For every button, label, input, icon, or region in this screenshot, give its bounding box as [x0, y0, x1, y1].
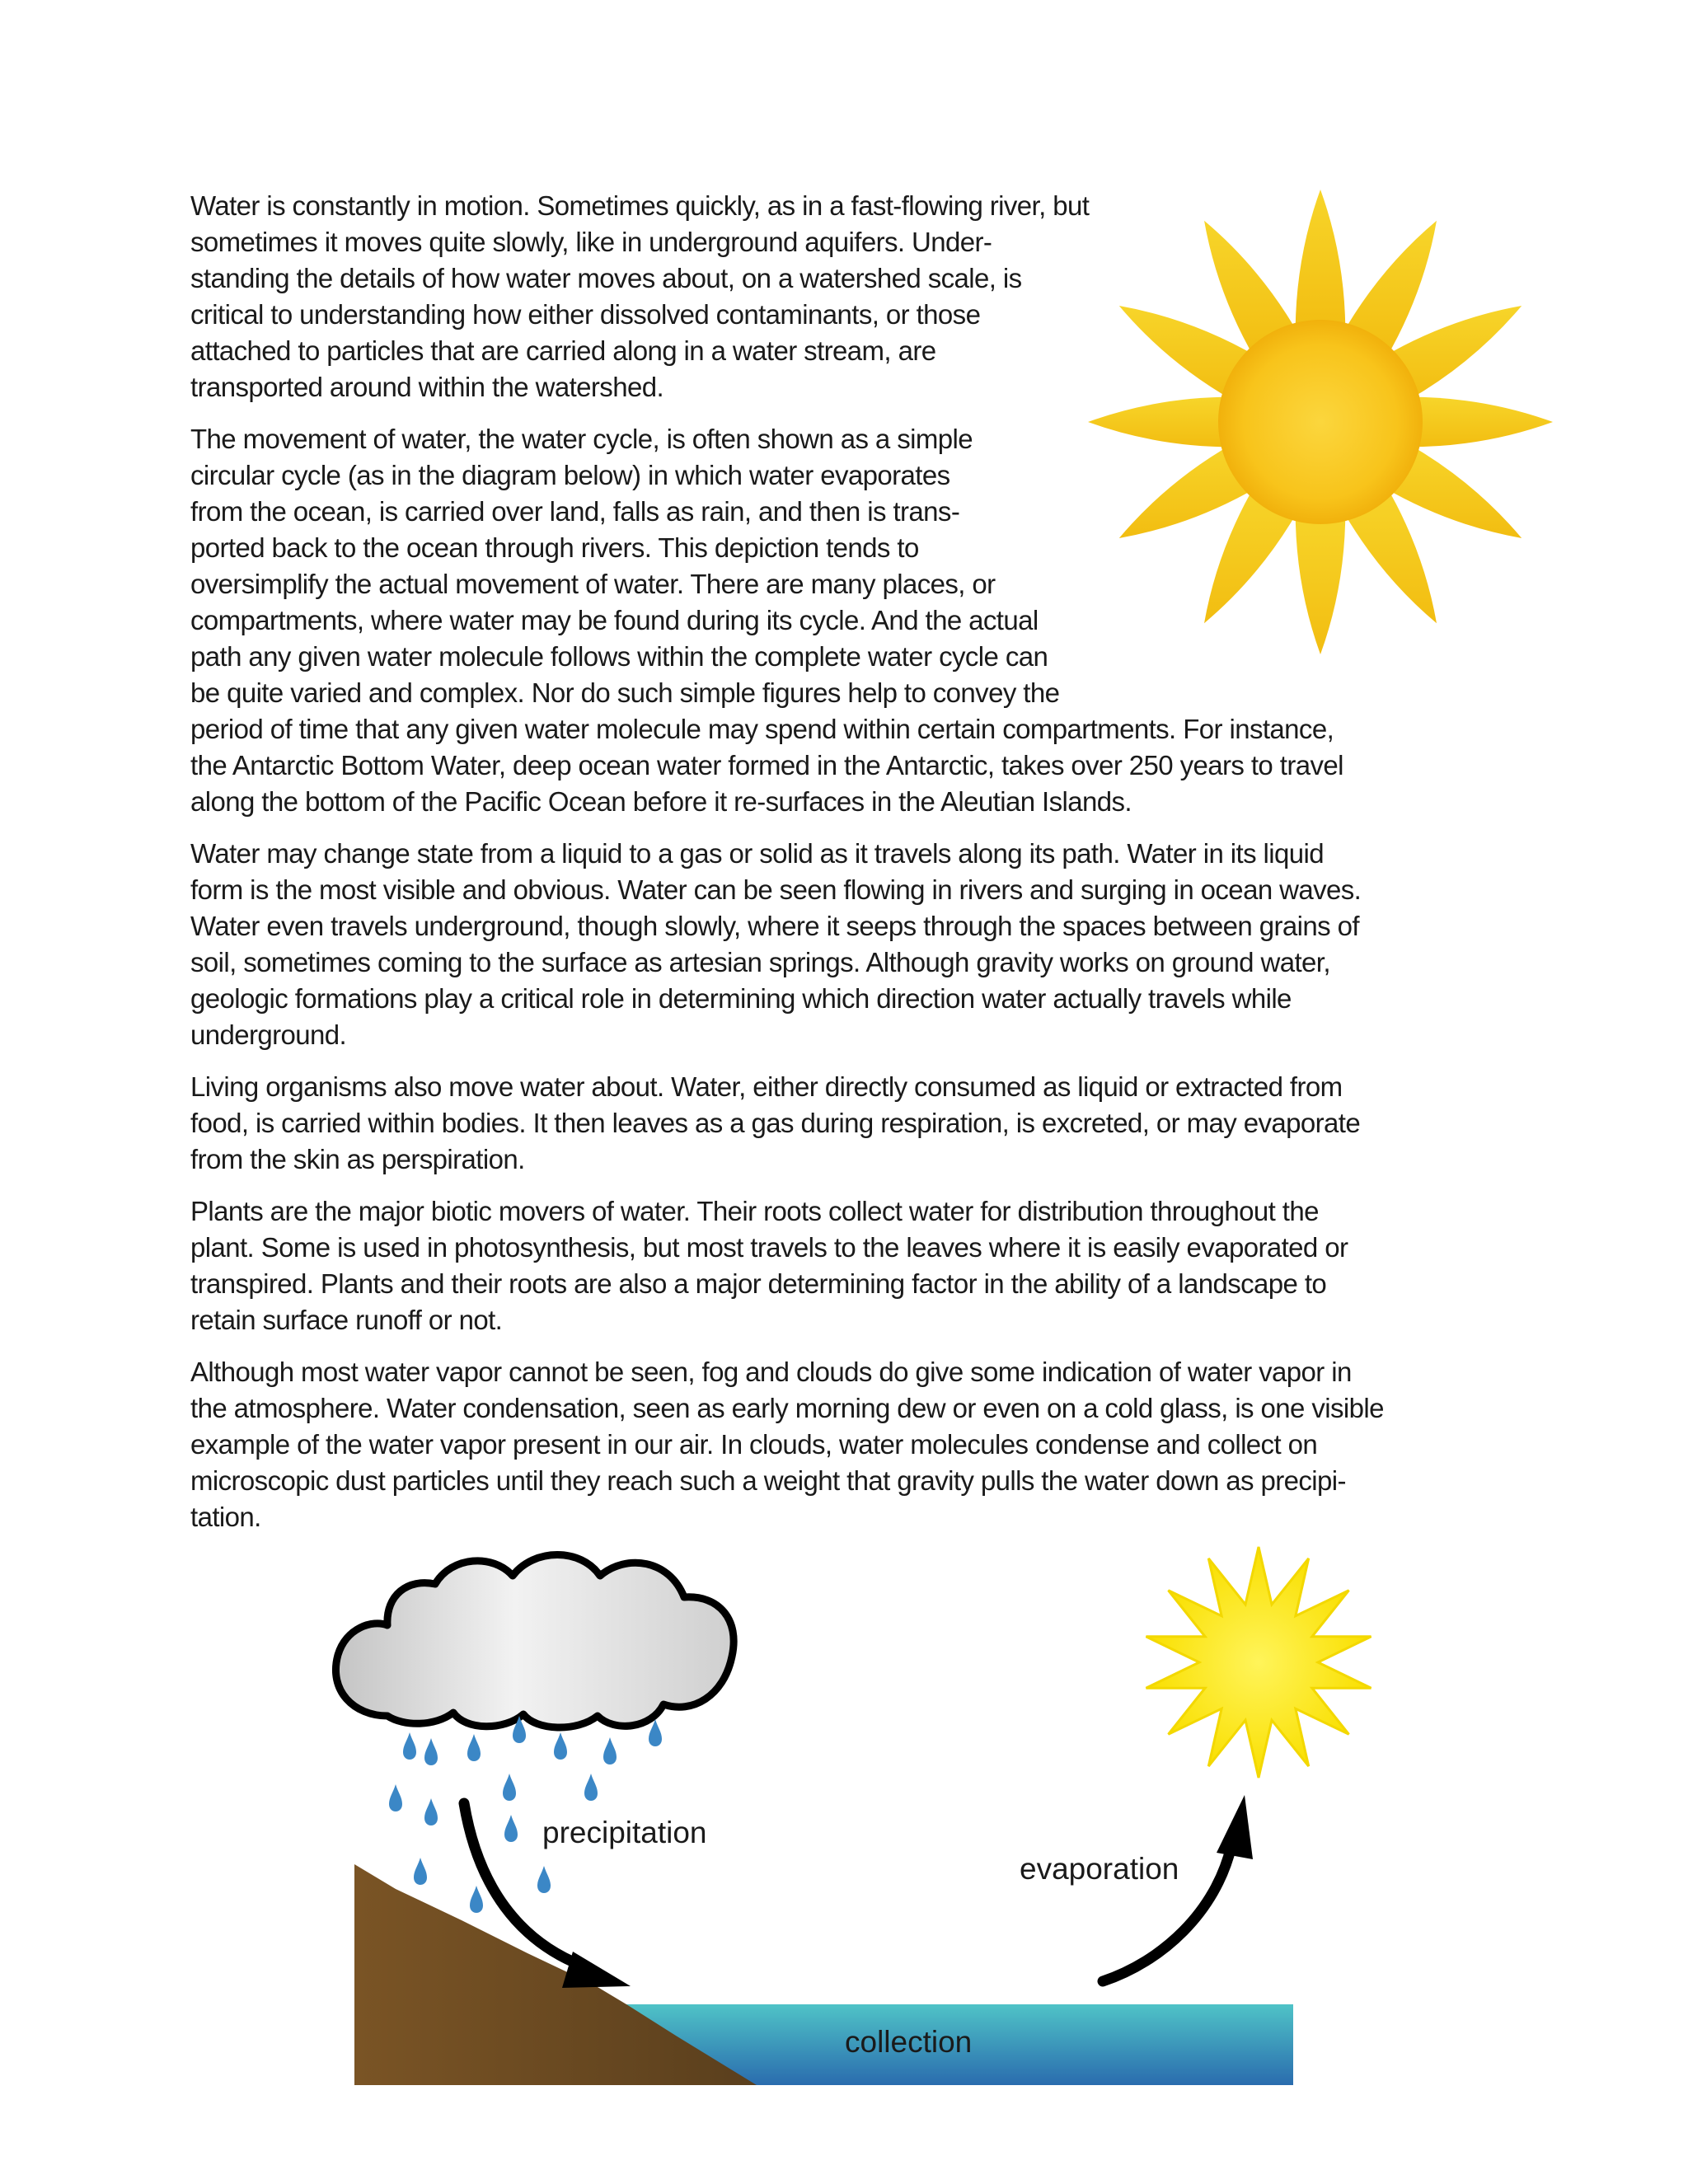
rain-drop-icon: [424, 1798, 438, 1825]
text-line: the Antarctic Bottom Water, deep ocean water formed in the Antarctic, takes over 250 years to travel: [190, 750, 1343, 780]
paragraph: [190, 188, 1476, 405]
paragraph: [190, 1354, 1476, 1535]
small-sun-icon: [1146, 1547, 1372, 1778]
text-line: Water even travels underground, though slowly, where it seeps through the spaces between grains of: [190, 911, 1359, 941]
text-line: path any given water molecule follows within the complete water cycle can: [190, 641, 1048, 672]
text-line: the atmosphere. Water condensation, seen as early morning dew or even on a cold glass, is one visible: [190, 1393, 1384, 1423]
text-line: tation.: [190, 1502, 261, 1532]
text-line: transpired. Plants and their roots are also a major determining factor in the ability of a landscape to: [190, 1268, 1327, 1299]
rain-drop-icon: [389, 1784, 402, 1811]
rain-drop-icon: [554, 1732, 567, 1760]
evaporation-arrowhead: [1217, 1795, 1253, 1859]
cloud-icon: [335, 1555, 734, 1728]
article-body: [190, 188, 1476, 1551]
text-line: period of time that any given water molecule may spend within certain compartments. For instance,: [190, 714, 1334, 744]
text-line: microscopic dust particles until they reach such a weight that gravity pulls the water down as precipi-: [190, 1465, 1346, 1496]
precipitation-arrowhead: [562, 1952, 631, 1988]
collection-label: collection: [845, 2025, 973, 2059]
rain-drop-icon: [504, 1815, 518, 1842]
rain-drop-icon: [470, 1886, 483, 1913]
text-line: circular cycle (as in the diagram below) in which water evaporates: [190, 460, 950, 490]
text-line: along the bottom of the Pacific Ocean before it re-surfaces in the Aleutian Islands.: [190, 786, 1132, 817]
text-line: sometimes it moves quite slowly, like in underground aquifers. Under-: [190, 227, 992, 257]
text-line: form is the most visible and obvious. Water can be seen flowing in rivers and surging in ocean waves.: [190, 874, 1362, 905]
rain-drop-icon: [584, 1774, 598, 1801]
text-line: critical to understanding how either dissolved contaminants, or those: [190, 299, 981, 330]
evaporation-label: evaporation: [1020, 1852, 1179, 1886]
rain-drop-icon: [603, 1737, 617, 1765]
paragraph: [190, 1193, 1476, 1338]
text-line: plant. Some is used in photosynthesis, but most travels to the leaves where it is easily evaporated or: [190, 1232, 1348, 1263]
paragraph: [190, 1069, 1476, 1178]
rain-drop-icon: [414, 1858, 427, 1885]
rain-drop-icon: [537, 1866, 551, 1893]
text-line: The movement of water, the water cycle, is often shown as a simple: [190, 424, 973, 454]
paragraph: [190, 836, 1476, 1053]
text-line: retain surface runoff or not.: [190, 1305, 503, 1335]
rain-drop-icon: [649, 1719, 662, 1746]
text-line: underground.: [190, 1019, 347, 1050]
text-line: geologic formations play a critical role in determining which direction water actually travels while: [190, 983, 1292, 1014]
paragraph: [190, 421, 1476, 820]
text-line: Water is constantly in motion. Sometimes quickly, as in a fast-flowing river, but: [190, 190, 1090, 221]
rain-drop-icon: [403, 1732, 416, 1760]
text-line: Although most water vapor cannot be seen, fog and clouds do give some indication of water vapor in: [190, 1357, 1352, 1387]
text-line: from the skin as perspiration.: [190, 1144, 525, 1174]
text-line: example of the water vapor present in our air. In clouds, water molecules condense and collect on: [190, 1429, 1318, 1460]
text-line: from the ocean, is carried over land, falls as rain, and then is trans-: [190, 496, 960, 527]
text-line: attached to particles that are carried along in a water stream, are: [190, 335, 936, 366]
text-line: transported around within the watershed.: [190, 372, 664, 402]
text-line: Water may change state from a liquid to a gas or solid as it travels along its path. Water in its liquid: [190, 838, 1324, 869]
soil-slope: [354, 1864, 757, 2085]
text-line: Plants are the major biotic movers of water. Their roots collect water for distribution throughout the: [190, 1196, 1319, 1226]
text-line: Living organisms also move water about. Water, either directly consumed as liquid or extracted from: [190, 1071, 1343, 1102]
rain-drops: [389, 1716, 662, 1913]
rain-drop-icon: [424, 1738, 438, 1765]
text-line: ported back to the ocean through rivers. This depiction tends to: [190, 532, 919, 563]
rain-drop-icon: [503, 1774, 516, 1801]
small-sun-star: [1146, 1547, 1372, 1778]
text-line: oversimplify the actual movement of water. There are many places, or: [190, 569, 996, 599]
text-line: soil, sometimes coming to the surface as artesian springs. Although gravity works on ground water,: [190, 947, 1330, 977]
text-line: be quite varied and complex. Nor do such simple figures help to convey the: [190, 677, 1060, 708]
text-line: food, is carried within bodies. It then leaves as a gas during respiration, is excreted, or may evaporate: [190, 1108, 1361, 1138]
precipitation-label: precipitation: [542, 1816, 707, 1849]
rain-drop-icon: [467, 1734, 481, 1761]
text-line: compartments, where water may be found during its cycle. And the actual: [190, 605, 1039, 635]
text-line: standing the details of how water moves about, on a watershed scale, is: [190, 263, 1022, 293]
